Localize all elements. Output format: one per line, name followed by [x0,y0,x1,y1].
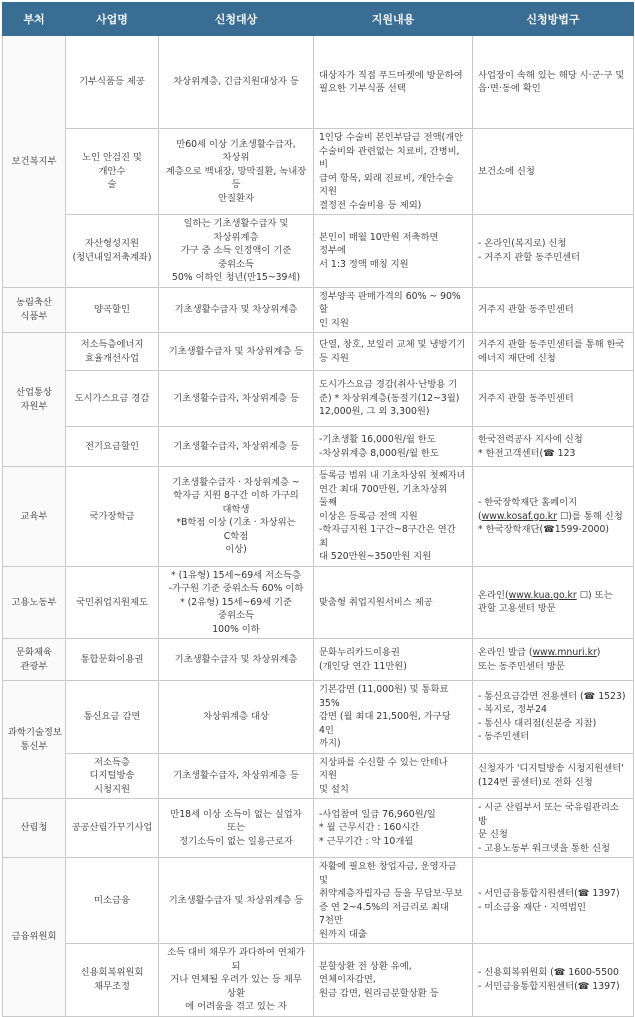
text-line: 문 신청 [478,829,508,840]
table-row [3,639,634,681]
application-method-cell [473,129,634,215]
text-line: * (1유형) 15세~69세 저소득층 [171,569,301,581]
text-line: 신용회복위원회 [80,967,144,979]
text-line: 통신부 [20,740,48,752]
application-method-cell [473,681,634,754]
support-details-cell [314,566,473,639]
program-cell [66,467,159,567]
text-line: - 복지로, 정부24 [478,704,547,716]
support-details-cell [314,427,473,467]
text-line: 본인이 매월 10만원 저축하면 정부에 [319,231,439,256]
text-line: 자산형성지원 [85,238,139,250]
text-line: -기초생활 16,000원/월 한도 [319,434,436,445]
text-line: * (2유형) 15세~69세 기준 중위소득 [179,596,293,621]
text-line: - 고용노동부 워크넷을 통한 신청 [478,842,610,854]
support-details-cell [314,858,473,944]
application-method-cell [473,858,634,944]
table-row [3,681,634,754]
text-line: 과학기술정보 [8,727,62,738]
ministry-cell [3,639,66,681]
text-line: -가구원 기준 중위소득 60% 이하 [168,583,304,594]
text-line: 및 설치 [319,783,349,795]
eligibility-cell [159,681,314,754]
header-application-method: 신청방법구 [473,3,634,36]
text-line: 기초생활수급자 · 차상위계층 ~ [172,476,300,488]
text-line: - 통신요금감면 전용센터 (☎ 1523) [478,690,626,702]
text-line: 만18세 이상 소득이 없는 실업자 또는 [170,808,302,834]
text-line: 보건소에 신청 [478,165,535,177]
support-details-cell [314,36,473,129]
text-line: 자원부 [20,400,48,412]
text-line: 필요한 기부식품 선택 [319,83,406,94]
header-support-details: 지원내용 [314,3,473,36]
text-line: (개인당 연간 11만원) [319,660,407,672]
program-cell [66,566,159,639]
support-details-cell [314,639,473,681]
text-line: - 통신사 대리점(신분증 지참) [478,717,597,729]
application-method-cell [473,333,634,371]
table-row [3,129,634,215]
support-details-cell [314,287,473,333]
text-line: 대상자가 직접 푸드마켓에 방문하여 [319,69,463,81]
text-line: 기초생활수급자, 차상위계층 등 [173,440,299,452]
eligibility-cell [159,639,314,681]
text-line: 급여 항목, 외래 진료비, 개안수술 지원 [319,172,454,197]
text-line: 기초생활수급자 및 차상위계층 [174,304,298,315]
text-line: - 온라인(복지로) 신청 [478,238,567,250]
program-cell [66,799,159,858]
text-line: 농림축산 [16,297,52,309]
text-line: 읍·면·동에 확인 [478,83,541,94]
text-line: 국가장학금 [89,510,135,522]
text-line: 도시가스요금 경감(취사·난방용 기 [319,379,458,391]
support-details-cell [314,333,473,371]
text-line: 12,000원, 그 외 3,300원) [319,406,430,418]
text-line: 까지) [319,738,341,749]
application-method-cell [473,753,634,799]
text-line: 원금 감면, 원리금분할상환 등 [319,987,439,999]
text-line: 보건복지부 [11,155,57,167]
eligibility-cell [159,129,314,215]
text-line: 지상파를 수신할 수 있는 안테나 지원 [319,756,448,781]
text-line: 인 지원 [319,317,349,329]
text-line: 공공산림가꾸기사업 [71,822,153,834]
text-line: - 한국장학재단 홈페이지 [478,497,578,508]
text-line: 기부식품등 제공 [79,76,145,88]
text-line: 정부양곡 판매가격의 60% ~ 90% 할 [319,290,461,315]
program-cell [66,681,159,754]
eligibility-cell [159,287,314,333]
text-line: 거주지 관할 동주민센터를 통해 한국 [478,339,625,350]
table-row [3,215,634,288]
text-line: - 신용회복위원회 (☎ 1600-5500 [478,967,619,979]
application-method-cell [473,287,634,333]
text-line: * 한국장학재단(☎1599-2000) [478,524,609,535]
eligibility-cell [159,944,314,1017]
text-line: (www.kosaf.go.kr ☐)를 통해 신청 [478,510,623,522]
table-row [3,944,634,1017]
text-line: 기초생활수급자, 차상위계층 등 [173,770,299,781]
application-method-cell [473,566,634,639]
text-line: 수술비와 관련없는 치료비, 간병비, 비 [319,145,460,170]
text-line: 문화체육 [16,647,52,658]
text-line: 등 지원 [319,352,349,364]
table-row [3,36,634,129]
text-line: 기초생활수급자 및 차상위계층 [174,653,298,665]
text-line: 채무조정 [94,980,130,992]
text-line: -차상위계층 8,000원/월 한도 [319,447,439,459]
text-line: 효율개선사업 [85,352,139,364]
text-line: 기본감면 (11,000원) 및 통화료 35% [319,684,449,709]
table-row [3,287,634,333]
support-details-cell [314,215,473,288]
text-line: 양곡할인 [94,304,130,315]
text-line: (124번 콜센터)로 전화 신청 [478,776,593,788]
text-line: 한국전력공사 지사에 신청 [478,434,583,445]
text-line: 100% 이하 [212,623,260,635]
text-line: 거주지 관할 동주민센터 [478,392,574,404]
ministry-cell [3,566,66,639]
program-cell [66,36,159,129]
text-line: 산업통상 [16,387,52,398]
application-method-cell [473,36,634,129]
eligibility-cell [159,467,314,567]
text-line: 소득 대비 채무가 과다하여 연체가 되 [167,947,305,972]
text-line: 저소득층 디지털방송 [89,756,135,781]
text-line: 고용노동부 [11,596,57,608]
text-line: 1인당 수술비 본인부담금 전액(개안 [319,132,464,143]
ministry-cell [3,799,66,858]
support-details-cell [314,799,473,858]
text-line: 온라인 발급 (www.mnuri.kr) [478,647,601,658]
application-method-cell [473,371,634,427]
text-line: -학자금지원 1구간~8구간은 연간 최 [319,524,456,549]
text-line: 차상위계층 대상 [203,711,269,722]
text-line: 통합문화이용권 [80,653,144,665]
text-line: 맞춤형 취업지원서비스 제공 [319,596,433,608]
text-line: - 시군 산림부서 또는 국유림관리소 방 [478,802,619,827]
application-method-cell [473,799,634,858]
application-method-cell [473,639,634,681]
text-line: - 거주지 관할 동주민센터 [478,251,581,263]
text-line: 또는 동주민센터 방문 [478,660,565,672]
ministry-cell [3,36,66,288]
text-line: 일하는 기초생활수급자 및 차상위계층 [183,218,289,243]
text-line: 증 연 2~4.5%의 저금리로 최대 7천만 [319,901,449,926]
text-line: 산림청 [20,822,48,834]
ministry-cell [3,681,66,799]
support-details-cell [314,753,473,799]
text-line: 기초생활수급자 및 차상위계층 등 [168,345,304,357]
website-link[interactable]: www.mnuri.kr [532,647,597,658]
text-line: 에 어려움을 겪고 있는 자 [185,1001,287,1012]
program-cell [66,129,159,215]
program-cell [66,215,159,288]
eligibility-cell [159,333,314,371]
application-method-cell [473,427,634,467]
application-method-cell [473,467,634,567]
application-method-cell [473,944,634,1017]
table-row [3,799,634,858]
text-line: 50% 이하인 청년(만15~39세) [171,272,301,283]
eligibility-cell [159,427,314,467]
text-line: 국민취업지원제도 [76,596,148,608]
text-line: *B학점 이상 (기초 · 차상위는 C학점 [176,517,296,542]
text-line: 기초생활수급자, 차상위계층 등 [173,392,299,404]
program-cell [66,333,159,371]
text-line: 안질환자 [218,192,254,204]
eligibility-cell [159,215,314,288]
text-line: 준) * 차상위계층(동절기(12~3월) [319,392,460,404]
program-cell [66,858,159,944]
text-line: (청년내일저축계좌) [72,251,152,263]
eligibility-cell [159,858,314,944]
text-line: 단열, 창호, 보일러 교체 및 냉방기기 [319,339,466,350]
table-row [3,467,634,567]
text-line: - 서민금융통합지원센터(☎ 1397) [478,980,620,992]
text-line: 취약계층자립자금 등을 무담보·무보 [319,888,463,899]
support-details-cell [314,129,473,215]
text-line: 신청자가 '디지털방송 시청지원센터' [478,763,624,775]
eligibility-cell [159,36,314,129]
text-line: 온라인(www.kua.go.kr ☐) 또는 [478,589,613,601]
table-row [3,566,634,639]
website-link[interactable]: www.kua.go.kr [508,589,577,601]
text-line: 노인 안검진 및 개안수 [82,152,142,177]
text-line: 등록금 범위 내 기초차상위 첫째자녀 [319,470,466,481]
ministry-cell [3,333,66,467]
application-method-cell [473,215,634,288]
ministry-cell [3,467,66,567]
table-row [3,333,634,371]
website-link[interactable]: www.kosaf.go.kr [481,510,557,522]
text-line: 연간 최대 700만원, 기초차상위 둘째 [319,483,448,508]
text-line: 이상은 등록금 전액 지원 [319,510,418,522]
text-line: 교육부 [20,510,48,522]
text-line: 차상위계층, 긴급지원대상자 등 [173,76,299,88]
text-line: 감면 (월 최대 21,500원, 가구당 4인 [319,711,451,736]
header-program: 사업명 [66,3,159,36]
text-line: 학자금 지원 8구간 이하 가구의 대학생 [173,490,299,515]
text-line: 원까지 대출 [319,928,367,940]
text-line: 에너지 재단에 신청 [478,352,556,364]
support-details-cell [314,944,473,1017]
text-line: 만60세 이상 기초생활수급자, 차상위 [176,138,296,164]
text-line: 전기요금할인 [85,440,139,452]
text-line: - 미소금융 재단 · 지역법인 [478,901,586,913]
header-eligibility: 신청대상 [159,3,314,36]
text-line: * 월 근무시간 : 160시간 [319,822,420,834]
text-line: - 서민금융통합지원센터(☎ 1397) [478,888,620,899]
text-line: 식품부 [20,310,48,322]
text-line: 미소금융 [94,894,130,906]
text-line: 사업장이 속해 있는 해당 시·군·구 및 [478,69,625,81]
table-row [3,858,634,944]
program-cell [66,371,159,427]
program-cell [66,427,159,467]
header-ministry: 부처 [3,3,66,36]
program-cell [66,944,159,1017]
program-cell [66,287,159,333]
text-line: 서 1:3 정액 매칭 지원 [319,258,409,270]
text-line: 관할 고용센터 방문 [478,603,556,615]
text-line: 가구 중 소득 인정액이 기준 중위소득 [180,245,292,270]
eligibility-cell [159,753,314,799]
table-body [3,36,634,1017]
support-details-cell [314,371,473,427]
text-line: 통신요금 감면 [83,711,141,722]
text-line: 거나 연체될 우려가 있는 등 채무 상환 [170,974,302,999]
text-line: 계층으로 백내장, 망막질환, 녹내장 등 [165,165,307,191]
eligibility-cell [159,371,314,427]
text-line: -사업참여 일급 76,960원/일 [319,808,436,820]
text-line: 기초생활수급자 및 차상위계층 등 [168,894,304,906]
table-row [3,371,634,427]
program-cell [66,753,159,799]
eligibility-cell [159,799,314,858]
text-line: 자활에 필요한 창업자금, 운영자금 및 [319,861,457,886]
text-line: 금융위원회 [11,931,57,942]
text-line: 시청지원 [94,783,130,795]
eligibility-cell [159,566,314,639]
text-line: 결정전 수술비용 등 제외) [319,199,422,211]
text-line: 문화누리카드이용권 [319,647,400,658]
ministry-cell [3,858,66,1017]
table-row [3,753,634,799]
support-details-cell [314,467,473,567]
program-cell [66,639,159,681]
table-row [3,427,634,467]
text-line: 분할상환 전 상환 유예, 연체이자감면, [319,960,412,985]
text-line: 술 [107,179,117,191]
ministry-cell [3,287,66,333]
table-header-row [3,3,634,36]
text-line: 저소득층에너지 [80,339,144,350]
support-programs-table [2,2,634,1017]
text-line: 도시가스요금 경감 [74,392,150,404]
text-line: * 근무기간 : 약 10개월 [319,835,414,847]
text-line: * 한전고객센터(☎ 123 [478,447,576,459]
text-line: 거주지 관할 동주민센터 [478,304,574,315]
text-line: 정기소득이 없는 일용근로자 [179,835,293,847]
text-line: 대 520만원~350만원 지원 [319,551,432,562]
support-details-cell [314,681,473,754]
text-line: 관광부 [20,660,48,672]
text-line: 이상) [225,544,247,556]
text-line: - 동주민센터 [478,731,530,743]
